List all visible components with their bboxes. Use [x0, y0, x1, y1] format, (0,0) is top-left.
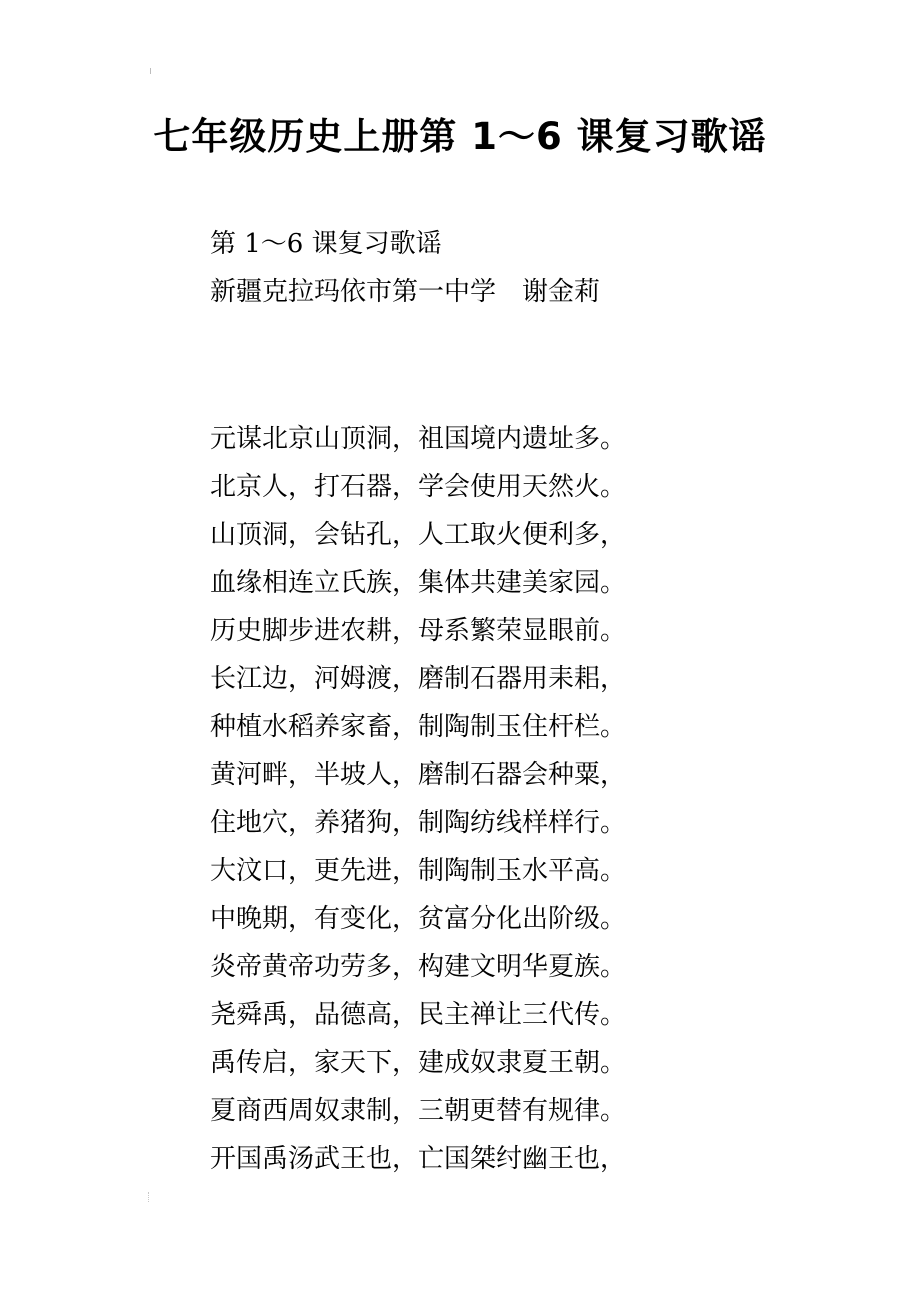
- poem-line: 炎帝黄帝功劳多，构建文明华夏族。: [210, 952, 627, 982]
- poem-line: 历史脚步进农耕，母系繁荣显眼前。: [210, 616, 627, 646]
- poem-line: 开国禹汤武王也，亡国桀纣幽王也，: [210, 1144, 627, 1174]
- poem-line: 长江边，河姆渡，磨制石器用耒耜，: [210, 664, 627, 694]
- poem-line: 山顶洞，会钻孔，人工取火便利多，: [210, 520, 627, 550]
- poem-line: 黄河畔，半坡人，磨制石器会种粟，: [210, 760, 627, 790]
- page-title: 七年级历史上册第 1～6 课复习歌谣: [153, 115, 767, 158]
- author-line: 新疆克拉玛依市第一中学 谢金莉: [210, 277, 601, 307]
- poem-line: 中晚期，有变化，贫富分化出阶级。: [210, 904, 627, 934]
- corner-mark: [148, 1192, 153, 1202]
- poem-line: 大汶口，更先进，制陶制玉水平高。: [210, 856, 627, 886]
- poem-line: 夏商西周奴隶制，三朝更替有规律。: [210, 1096, 627, 1126]
- poem-line: 禹传启，家天下，建成奴隶夏王朝。: [210, 1048, 627, 1078]
- poem-line: 血缘相连立氏族，集体共建美家园。: [210, 568, 627, 598]
- poem-line: 元谋北京山顶洞，祖国境内遗址多。: [210, 424, 627, 454]
- poem-line: 尧舜禹，品德高，民主禅让三代传。: [210, 1000, 627, 1030]
- poem-line: 住地穴，养猪狗，制陶纺线样样行。: [210, 808, 627, 838]
- poem-line: 北京人，打石器，学会使用天然火。: [210, 472, 627, 502]
- poem-lines: [210, 415, 626, 1183]
- corner-mark: [150, 68, 155, 74]
- section-heading: 第 1～6 课复习歌谣: [210, 229, 442, 259]
- poem-line: 种植水稻养家畜，制陶制玉住杆栏。: [210, 712, 627, 742]
